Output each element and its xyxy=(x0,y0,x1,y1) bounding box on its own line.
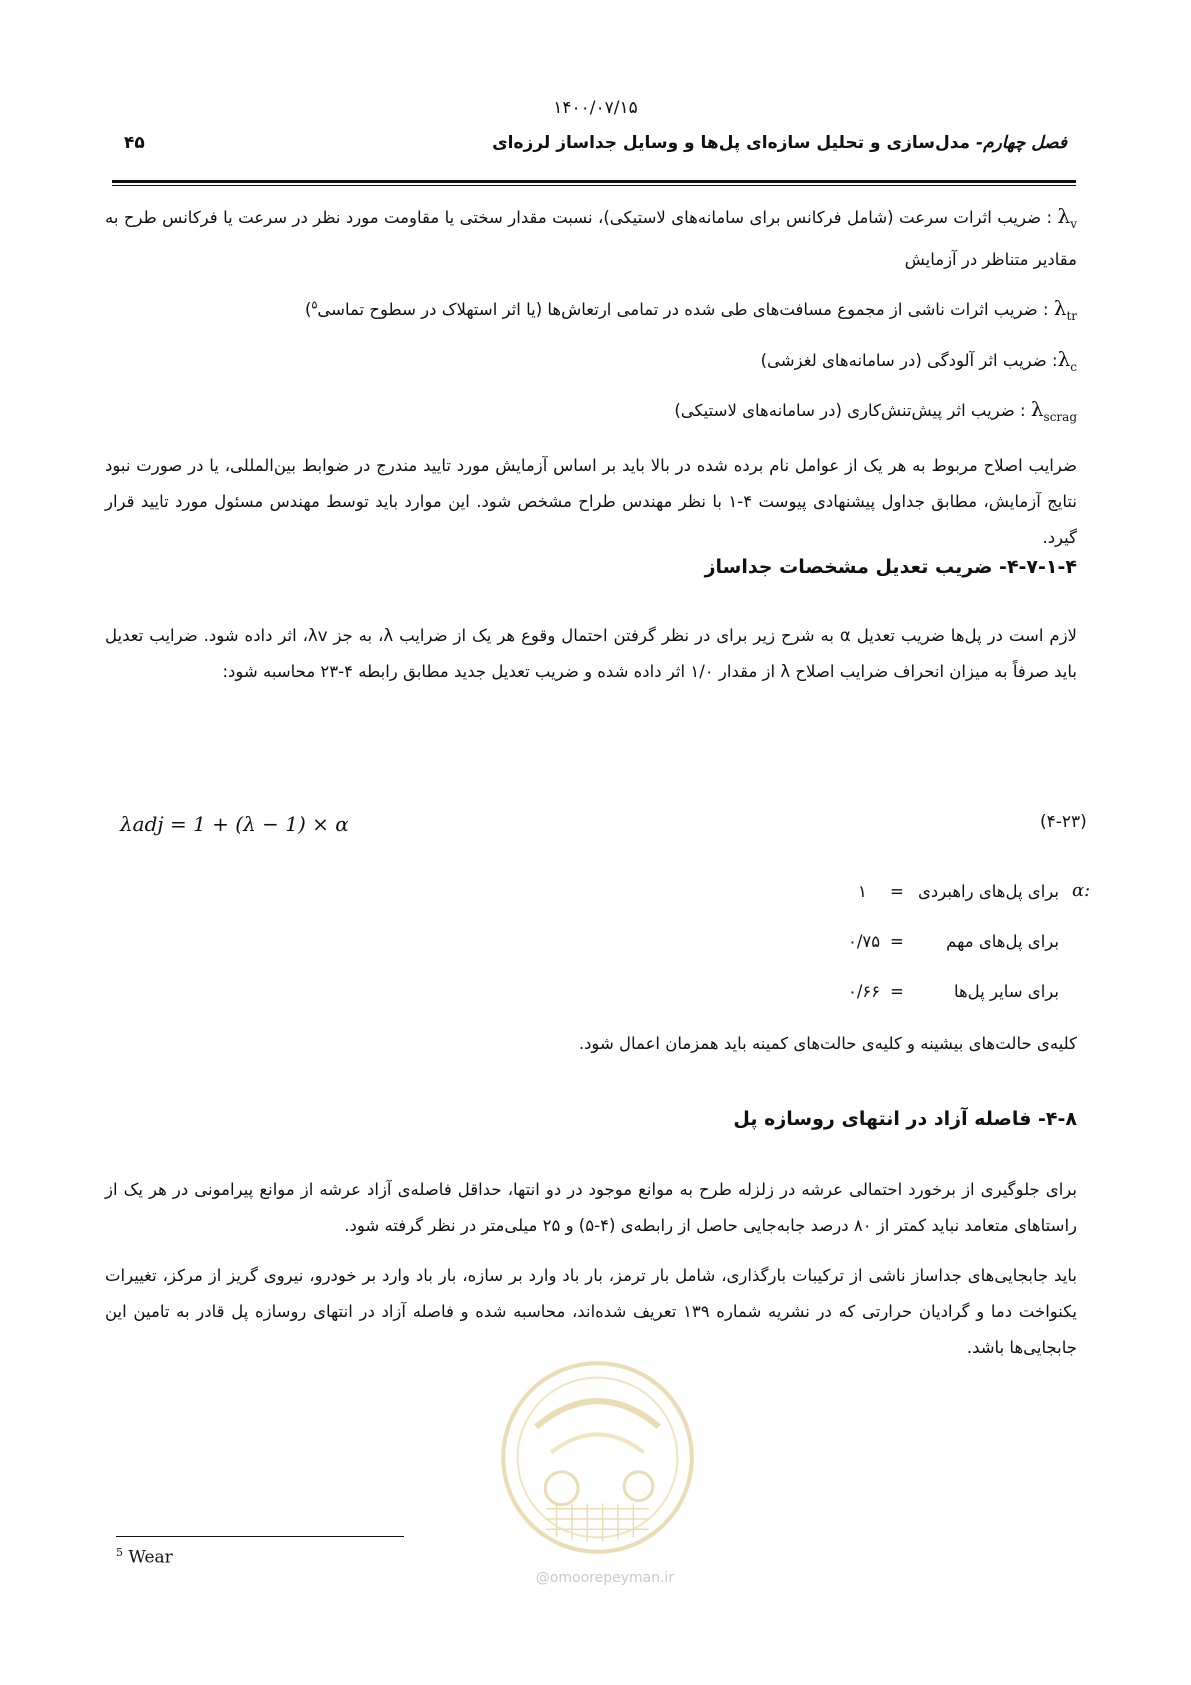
footnote-text: Wear xyxy=(123,1547,173,1568)
section-heading-free-distance: ۴-۸- فاصله آزاد در انتهای روسازه پل xyxy=(733,1108,1077,1130)
lambda-v-text: : ضریب اثرات سرعت (شامل فرکانس برای سامانه‌های لاستیکی)، نسبت مقدار سختی یا مقاومت مورد نظر در سرعت یا فرکانس طرح به مقادیر متناظر در آزمایش xyxy=(105,208,1077,269)
alpha-row-label: برای پل‌های مهم xyxy=(946,932,1059,951)
footnote-number: 5 xyxy=(116,1546,123,1559)
paragraph-simultaneous-cases: کلیه‌ی حالت‌های بیشینه و کلیه‌ی حالت‌های کمینه باید همزمان اعمال شود. xyxy=(578,1034,1077,1053)
chapter-label: فصل چهارم- xyxy=(976,133,1067,153)
alpha-row-value: ۱ xyxy=(858,882,867,901)
paragraph-free-distance-2: باید جابجایی‌های جداساز ناشی از ترکیبات بارگذاری، شامل بار ترمز، بار باد وارد بر سازه، بار باد وارد بر خودرو، نیروی گریز از مرکز، تغییرات یکنواخت دما و گرادیان حرارتی که در نشریه شماره ۱۳۹ تعریف شده‌اند، محاسبه شده و فاصله آزاد در انتهای روسازه پل قادر به تامین این جابجایی‌ها باشد. xyxy=(105,1266,1077,1357)
lambda-tr-symbol: $\lambda_{tr}$ xyxy=(1053,296,1077,323)
header-rule xyxy=(112,180,1076,183)
alpha-row-label: برای پل‌های راهبردی xyxy=(917,882,1059,901)
lambda-scrag-symbol: $\lambda_{scrag}$ xyxy=(1030,397,1077,424)
watermark-logo-icon xyxy=(495,1355,700,1560)
definition-lambda-c xyxy=(761,347,1077,374)
alpha-row-eq: = xyxy=(890,932,904,951)
header-rule-thin xyxy=(112,185,1076,186)
paragraph-free-distance-1: برای جلوگیری از برخورد احتمالی عرشه در زلزله طرح به موانع موجود در دو انتها، حداقل فاصله‌ی آزاد عرشه از موانع پیرامونی در هر یک از راستاهای متعامد نباید کمتر از ۸۰ درصد جابه‌جایی حاصل از رابطه‌ی (۴-۵) و ۲۵ میلی‌متر در نظر گرفته شود. xyxy=(105,1180,1077,1235)
lambda-tr-text: : ضریب اثرات ناشی از مجموع مسافت‌های طی شده در تمامی ارتعاش‌ها (یا اثر استهلاک در سطوح تماسی xyxy=(317,300,1054,319)
lambda-c-text: : ضریب اثر آلودگی (در سامانه‌های لغزشی) xyxy=(760,351,1058,370)
footnote-rule xyxy=(116,1536,404,1537)
page-number: ۴۵ xyxy=(124,133,145,153)
alpha-row-label: برای سایر پل‌ها xyxy=(953,982,1059,1001)
alpha-row-eq: = xyxy=(890,882,904,901)
alpha-row-value: ۰/۷۵ xyxy=(848,932,881,951)
lambda-scrag-text: : ضریب اثر پیش‌تنش‌کاری (در سامانه‌های لاستیکی) xyxy=(674,401,1031,420)
paragraph-correction-factors: ضرایب اصلاح مربوط به هر یک از عوامل نام برده شده در بالا باید بر اساس آزمایش مورد تایید مندرج در ضوابط بین‌المللی، یا در صورت نبود نتایج آزمایش، مطابق جداول پیشنهادی پیوست ۴-۱ با نظر مهندس طراح مشخص شود. این موارد باید توسط مهندس مسئول مورد تایید قرار گیرد. xyxy=(105,456,1077,547)
running-header xyxy=(492,133,1067,153)
footnote xyxy=(116,1546,173,1568)
header-date: ۱۴۰۰/۰۷/۱۵ xyxy=(553,98,638,118)
lambda-v-symbol: $\lambda_v$ xyxy=(1057,204,1077,231)
watermark-text: @omoorepeyman.ir xyxy=(535,1570,675,1586)
footnote-marker: ۵ xyxy=(311,298,318,312)
definition-lambda-v xyxy=(105,198,1077,278)
definition-lambda-scrag xyxy=(674,397,1077,424)
equation-number: (۴-۲۳) xyxy=(1040,812,1087,832)
section-heading-adjustment-factor: ۴-۷-۱-۴- ضریب تعدیل مشخصات جداساز xyxy=(704,556,1077,578)
equation-lambda-adj: λadj = 1 + (λ − 1) × α xyxy=(120,812,349,836)
paragraph-adjustment-factor: لازم است در پل‌ها ضریب تعدیل α به شرح زیر برای در نظر گرفتن احتمال وقوع هر یک از ضرایب λ، به جز λv، اثر داده شود. ضرایب تعدیل باید صرفاً به میزان انحراف ضرایب اصلاح λ از مقدار ۱/۰ اثر داده شده و ضریب تعدیل جدید مطابق رابطه ۴-۲۳ محاسبه شود: xyxy=(105,626,1077,681)
alpha-row-eq: = xyxy=(890,982,904,1001)
definition-lambda-tr: $\lambda_{tr}$ : ضریب اثرات ناشی از مجموع مسافت‌های طی شده در تمامی ارتعاش‌ها (یا اثر استهلاک در سطوح تماسی$^۵$) xyxy=(305,296,1077,323)
lambda-c-symbol: $\lambda_c$ xyxy=(1057,347,1077,374)
alpha-row-value: ۰/۶۶ xyxy=(848,982,881,1001)
alpha-symbol: α: xyxy=(1072,880,1091,901)
chapter-title: مدل‌سازی و تحلیل سازه‌ای پل‌ها و وسایل جداساز لرزه‌ای xyxy=(492,133,971,153)
